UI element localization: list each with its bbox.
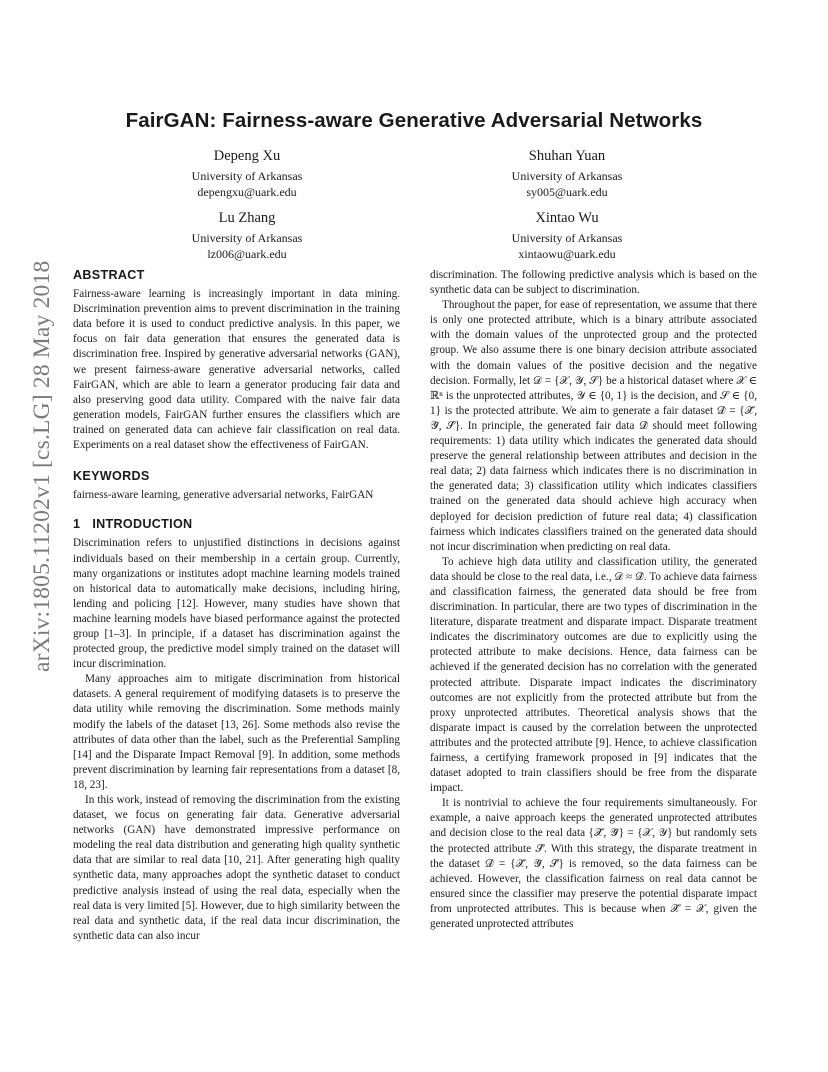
arxiv-sidebar-stamp: arXiv:1805.11202v1 [cs.LG] 28 May 2018: [29, 260, 55, 672]
section-title: INTRODUCTION: [92, 517, 193, 532]
author-block: [437, 147, 697, 200]
body-paragraph: To achieve high data utility and classification utility, the generated data should be close to the real data, i.e., 𝒟 ≈ 𝒟̂. To achieve data fairness and classification fairness, the generated data should be free from discrimination. In particular, there are two types of discrimination in the literature, disparate treatment and disparate impact. Disparate treatment indicates the discriminatory outcomes are due to explicitly using the protected attribute to make decisions. Hence, data fairness can be achieved if the generated decision has no correlation with the generated protected attribute. Disparate impact indicates the discriminatory outcomes are not explicitly from the protected attribute but from the proxy unprotected attributes. Theoretical analysis shows that the disparate impact is caused by the correlation between the unprotected attributes and the protected attribute [9]. Hence, to achieve classification fairness, a certifying framework proposed in [9] indicates that the dataset adopted to train classifiers should be free from the disparate impact.: [430, 555, 757, 795]
abstract-heading: ABSTRACT: [73, 268, 145, 282]
author-block: [437, 209, 697, 262]
keywords-heading: KEYWORDS: [73, 469, 150, 484]
author-email: sy005@uark.edu: [526, 185, 608, 199]
author-affiliation: University of Arkansas: [191, 169, 303, 183]
section-number: 1: [73, 517, 81, 532]
author-email: lz006@uark.edu: [207, 247, 287, 261]
author-affiliation: University of Arkansas: [511, 169, 623, 183]
author-email: xintaowu@uark.edu: [518, 247, 616, 261]
author-name: Shuhan Yuan: [528, 148, 606, 164]
body-paragraph: discrimination. The following predictive analysis which is based on the synthetic data can be subject to discrimination.: [430, 269, 757, 297]
author-name: Xintao Wu: [535, 210, 599, 226]
author-block: [117, 209, 377, 262]
author-name: Depeng Xu: [213, 148, 281, 164]
keywords-text: fairness-aware learning, generative adversarial networks, FairGAN: [73, 489, 374, 502]
author-affiliation: University of Arkansas: [191, 231, 303, 245]
author-email: depengxu@uark.edu: [197, 185, 297, 199]
intro-paragraph: In this work, instead of removing the discrimination from the existing dataset, we focus on generating fair data. Generative adversarial networks (GAN) have demonstrated impressive performance on modeling the real data distribution and generating high quality synthetic data that are similar to real data [10, 21]. After generating high quality synthetic data, many approaches adopt the synthetic dataset to conduct predictive analysis instead of using the real data, especially when the real data is very limited [5]. However, due to high similarity between the real data and synthetic data, if the real data incur discrimination, the synthetic data can also incur: [73, 794, 400, 942]
intro-heading: [73, 517, 400, 532]
intro-paragraph: Many approaches aim to mitigate discrimination from historical datasets. A general requirement of modifying datasets is to preserve the data utility while removing the discrimination. Some methods mainly modify the labels of the dataset [13, 26]. Some methods also revise the attributes of data other than the label, such as the Preferential Sampling [14] and the Disparate Impact Removal [9]. In addition, some methods prevent discrimination by learning fair representations from a dataset [8, 18, 23].: [73, 673, 400, 791]
intro-paragraph: Discrimination refers to unjustified distinctions in decisions against individuals based on their membership in a certain group. Currently, many organizations or institutes adopt machine learning models trained on historical data to automatically make decisions, including hiring, lending and policing [12]. However, many studies have shown that machine learning models have biased performance against the protected group [1–3]. In principle, if a dataset has discrimination against the protected group, the predictive model simply trained on the dataset will incur discrimination.: [73, 537, 400, 671]
body-paragraph: Throughout the paper, for ease of representation, we assume that there is only one protected attribute, which is a binary attribute associated with the domain values of the unprotected group and the protected group. We also assume there is one binary decision attribute associated with the domain values of the positive decision and the negative decision. Formally, let 𝒟 = {𝒳, 𝒴, 𝒮} be a historical dataset where 𝒳 ∈ ℝⁿ is the unprotected attributes, 𝒴 ∈ {0, 1} is the decision, and 𝒮 ∈ {0, 1} is the protected attribute. We aim to generate a fair dataset 𝒟̂ = {𝒳̂, 𝒴̂, 𝒮̂}. In principle, the generated fair data 𝒟̂ should meet following requirements: 1) data utility which indicates the generated data should preserve the general relationship between attributes and decision in the real data; 2) data fairness which indicates there is no discrimination in the generated data; 3) classification utility which indicates classifiers trained on the generated data should achieve high accuracy when deployed for decision prediction of future real data; 4) classification fairness which indicates classifiers trained on the generated data should not incur discrimination when predicting on real data.: [430, 299, 757, 553]
author-block: [117, 147, 377, 200]
author-affiliation: University of Arkansas: [511, 231, 623, 245]
author-name: Lu Zhang: [218, 210, 276, 226]
abstract-text: Fairness-aware learning is increasingly important in data mining. Discrimination prevention aims to prevent discrimination in the training data before it is used to conduct predictive analysis. In this paper, we focus on fair data generation that ensures the generated data is discrimination free. Inspired by generative adversarial networks (GAN), we present fairness-aware generative adversarial networks, called FairGAN, which are able to learn a generator producing fair data and also preserving good data utility. Compared with the naive fair data generation models, FairGAN further ensures the classifiers which are trained on generated data can achieve fair classification on real data. Experiments on a real dataset show the effectiveness of FairGAN.: [73, 288, 400, 452]
left-column: [73, 268, 400, 944]
paper-title: FairGAN: Fairness-aware Generative Adversarial Networks: [125, 109, 703, 132]
body-paragraph: It is nontrivial to achieve the four requirements simultaneously. For example, a naive approach keeps the generated unprotected attributes and decision close to the real data {𝒳̂, 𝒴̂} = {𝒳, 𝒴} but randomly sets the protected attribute 𝒮̂. With this strategy, the disparate treatment in the dataset 𝒟̂ = {𝒳̂, 𝒴̂, 𝒮̂} is removed, so the data fairness can be achieved. However, the classification fairness on real data cannot be ensured since the classifier may preserve the potential disparate impact from unprotected attributes. This is because when 𝒳̂ = 𝒳, given the generated unprotected attributes: [430, 797, 757, 931]
right-column: [430, 268, 757, 932]
